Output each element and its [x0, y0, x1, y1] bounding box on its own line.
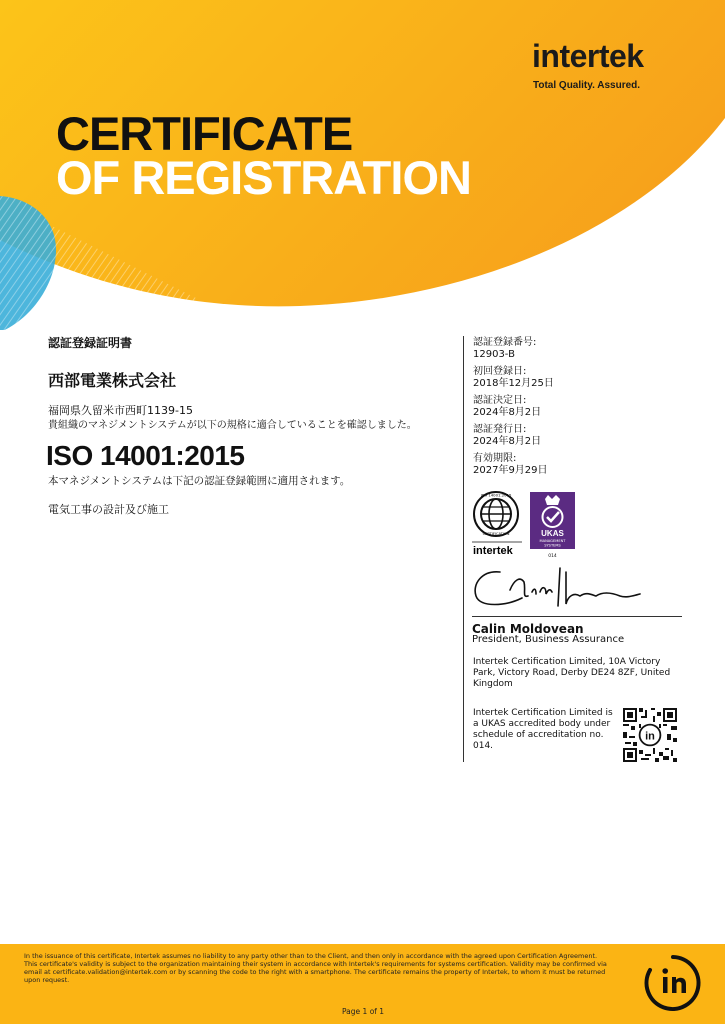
intertek-logo: intertek	[532, 38, 644, 74]
conformity-statement: 貴組織のマネジメントシステムが以下の規格に適合していることを確認しました。	[48, 420, 417, 431]
detail-label: 有効期限:	[473, 453, 517, 464]
company-name: 西部電業株式会社	[48, 371, 177, 390]
column-divider	[463, 336, 464, 762]
signature-line	[472, 616, 682, 617]
ukas-sub2: SYSTEMS	[544, 543, 561, 548]
issuer-address: Intertek Certification Limited, 10A Victory Park, Victory Road, Derby DE24 8ZF, United Kingdom	[473, 657, 671, 689]
page-number: Page 1 of 1	[342, 1007, 385, 1016]
detail-value: 2024年8月2日	[473, 407, 542, 418]
accreditation-note: Intertek Certification Limited is a UKAS accredited body under schedule of accreditation no. 014.	[473, 708, 613, 751]
detail-value: 12903-B	[473, 349, 515, 360]
signatory-title: President, Business Assurance	[472, 634, 625, 645]
detail-value: 2018年12月25日	[473, 378, 554, 389]
qr-code-icon[interactable]	[623, 708, 677, 762]
certificate-title-line1: CERTIFICATE	[56, 107, 353, 160]
detail-value: 2027年9月29日	[473, 465, 548, 476]
scope-intro: 本マネジメントシステムは下記の認証登録範囲に適用されます。	[48, 475, 351, 487]
company-address: 福岡県久留米市西町1139-15	[48, 404, 193, 417]
svg-text:in: in	[645, 730, 655, 743]
badge-bottom-text: CERTIFICATION	[482, 532, 510, 536]
document-type: 認証登録証明書	[48, 336, 133, 350]
scope-text: 電気工事の設計及び施工	[48, 503, 169, 516]
detail-label: 認証決定日:	[473, 395, 527, 406]
detail-value: 2024年8月2日	[473, 436, 542, 447]
footer-disclaimer: In the issuance of this certificate, Intertek assumes no liability to any party other than to the Client, and then only in accordance with the agreed upon Certification Agreement. This certificate's validity is subject to the organization maintaining their system in accordance with Intertek's requirements for systems certification. Validity may be confirmed via email at certificate.validation@intertek.com or by scanning the code to the right with a smartphone. The certificate remains the property of Intertek, to whom it must be returned upon request.	[24, 952, 607, 984]
signature-image	[470, 562, 650, 616]
ukas-number: 014	[548, 554, 557, 559]
logo-tagline: Total Quality. Assured.	[533, 80, 641, 91]
ukas-sub1: MANAGEMENT	[539, 539, 566, 543]
detail-label: 認証発行日:	[473, 424, 527, 435]
ukas-title: UKAS	[541, 529, 564, 538]
certificate-title-line2: OF REGISTRATION	[56, 151, 471, 204]
standard-title: ISO 14001:2015	[46, 440, 245, 471]
badge-brand: intertek	[473, 545, 513, 557]
ukas-mark-icon	[528, 490, 578, 560]
detail-label: 初回登録日:	[473, 366, 527, 377]
badge-top-text: ISO 14001:2015	[480, 492, 512, 498]
certification-badge-icon	[470, 490, 526, 558]
signatory-name: Calin Moldovean	[472, 622, 584, 636]
intertek-in-icon	[642, 952, 704, 1014]
detail-label: 認証登録番号:	[473, 337, 537, 348]
